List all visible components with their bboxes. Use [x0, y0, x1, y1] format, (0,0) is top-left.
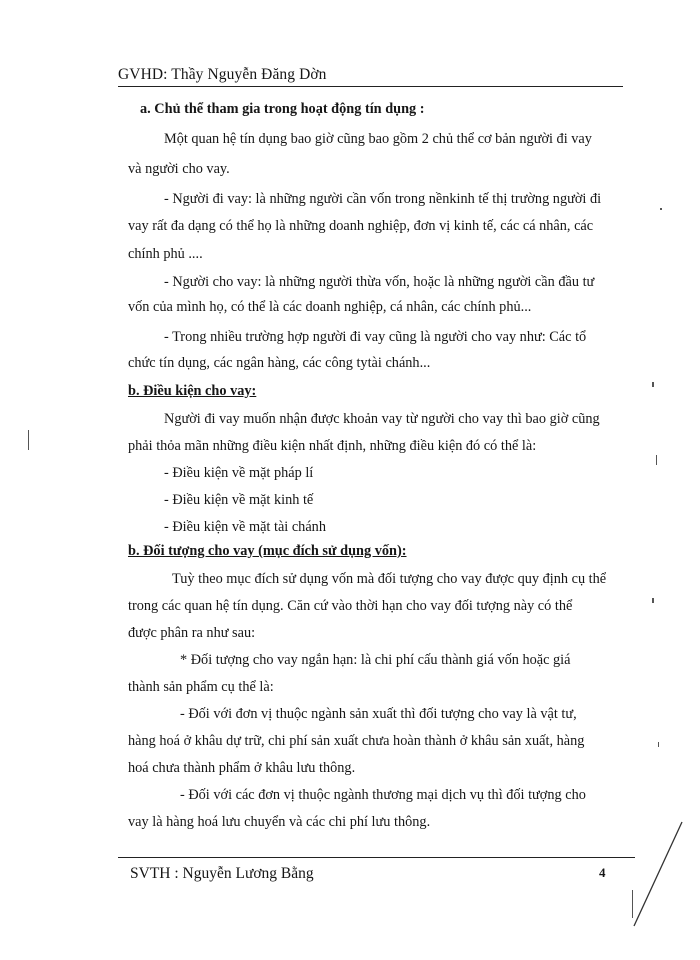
text-line: hoá chưa thành phẩm ở khâu lưu thông.	[128, 760, 356, 776]
scan-speck	[656, 455, 657, 465]
scan-speck	[652, 382, 654, 387]
text-line: - Người đi vay: là những người cần vốn trong nềnkinh tế thị trường người đi	[164, 191, 602, 207]
scan-speck	[632, 890, 633, 918]
text-line: Một quan hệ tín dụng bao giờ cũng bao gồm 2 chủ thể cơ bản người đi vay	[164, 131, 592, 147]
page-number: 4	[599, 865, 606, 880]
text-line: vay là hàng hoá lưu chuyển và các chi phí lưu thông.	[128, 814, 431, 830]
text-line: Tuỳ theo mục đích sử dụng vốn mà đối tượng cho vay được quy định cụ thể	[172, 571, 607, 587]
text-line: thành sản phẩm cụ thể là:	[128, 679, 274, 695]
text-line: và người cho vay.	[128, 161, 230, 177]
text-line: hàng hoá ở khâu dự trữ, chi phí sản xuất chưa hoàn thành ở khâu sản xuất, hàng	[128, 733, 585, 749]
scan-artifact-line	[618, 820, 688, 930]
section-heading-c: b. Đối tượng cho vay (mục đích sử dụng vốn):	[128, 543, 407, 559]
page-footer: SVTH : Nguyễn Lương Bằng	[130, 865, 314, 882]
text-line: vốn của mình họ, có thể là các doanh nghiệp, cá nhân, các chính phủ...	[128, 299, 532, 315]
text-line: phải thỏa mãn những điều kiện nhất định, những điều kiện đó có thể là:	[128, 438, 537, 454]
text-line: chính phủ ....	[128, 246, 203, 262]
text-line: - Người cho vay: là những người thừa vốn, hoặc là những người cần đầu tư	[164, 274, 595, 290]
text-line: được phân ra như sau:	[128, 625, 256, 641]
text-line: vay rất đa dạng có thể họ là những doanh nghiệp, đơn vị kinh tế, các cá nhân, các	[128, 218, 594, 234]
list-item: - Điều kiện về mặt pháp lí	[164, 465, 314, 481]
text-line: Người đi vay muốn nhận được khoản vay từ người cho vay thì bao giờ cũng	[164, 411, 600, 427]
section-heading-a: a. Chủ thể tham gia trong hoạt động tín dụng :	[140, 101, 425, 117]
header-rule	[118, 86, 623, 87]
page-header: GVHD: Thầy Nguyễn Đăng Dờn	[118, 66, 327, 83]
text-line: - Đối với đơn vị thuộc ngành sản xuất thì đối tượng cho vay là vật tư,	[180, 706, 577, 722]
list-item: - Điều kiện về mặt kinh tế	[164, 492, 314, 508]
text-line: * Đối tượng cho vay ngắn hạn: là chi phí cấu thành giá vốn hoặc giá	[180, 652, 571, 668]
list-item: - Điều kiện về mặt tài chánh	[164, 519, 326, 535]
text-line: - Đối với các đơn vị thuộc ngành thương mại dịch vụ thì đối tượng cho	[180, 787, 586, 803]
text-line: - Trong nhiều trường hợp người đi vay cũng là người cho vay như: Các tổ	[164, 329, 587, 345]
scan-speck	[28, 430, 29, 450]
text-line: chức tín dụng, các ngân hàng, các công tytài chánh...	[128, 355, 431, 371]
scan-speck	[658, 742, 659, 747]
scan-speck	[652, 598, 654, 603]
text-line: trong các quan hệ tín dụng. Căn cứ vào thời hạn cho vay đối tượng này có thể	[128, 598, 573, 614]
scan-speck	[660, 208, 662, 210]
section-heading-b: b. Điều kiện cho vay:	[128, 383, 257, 399]
footer-rule	[118, 857, 635, 858]
